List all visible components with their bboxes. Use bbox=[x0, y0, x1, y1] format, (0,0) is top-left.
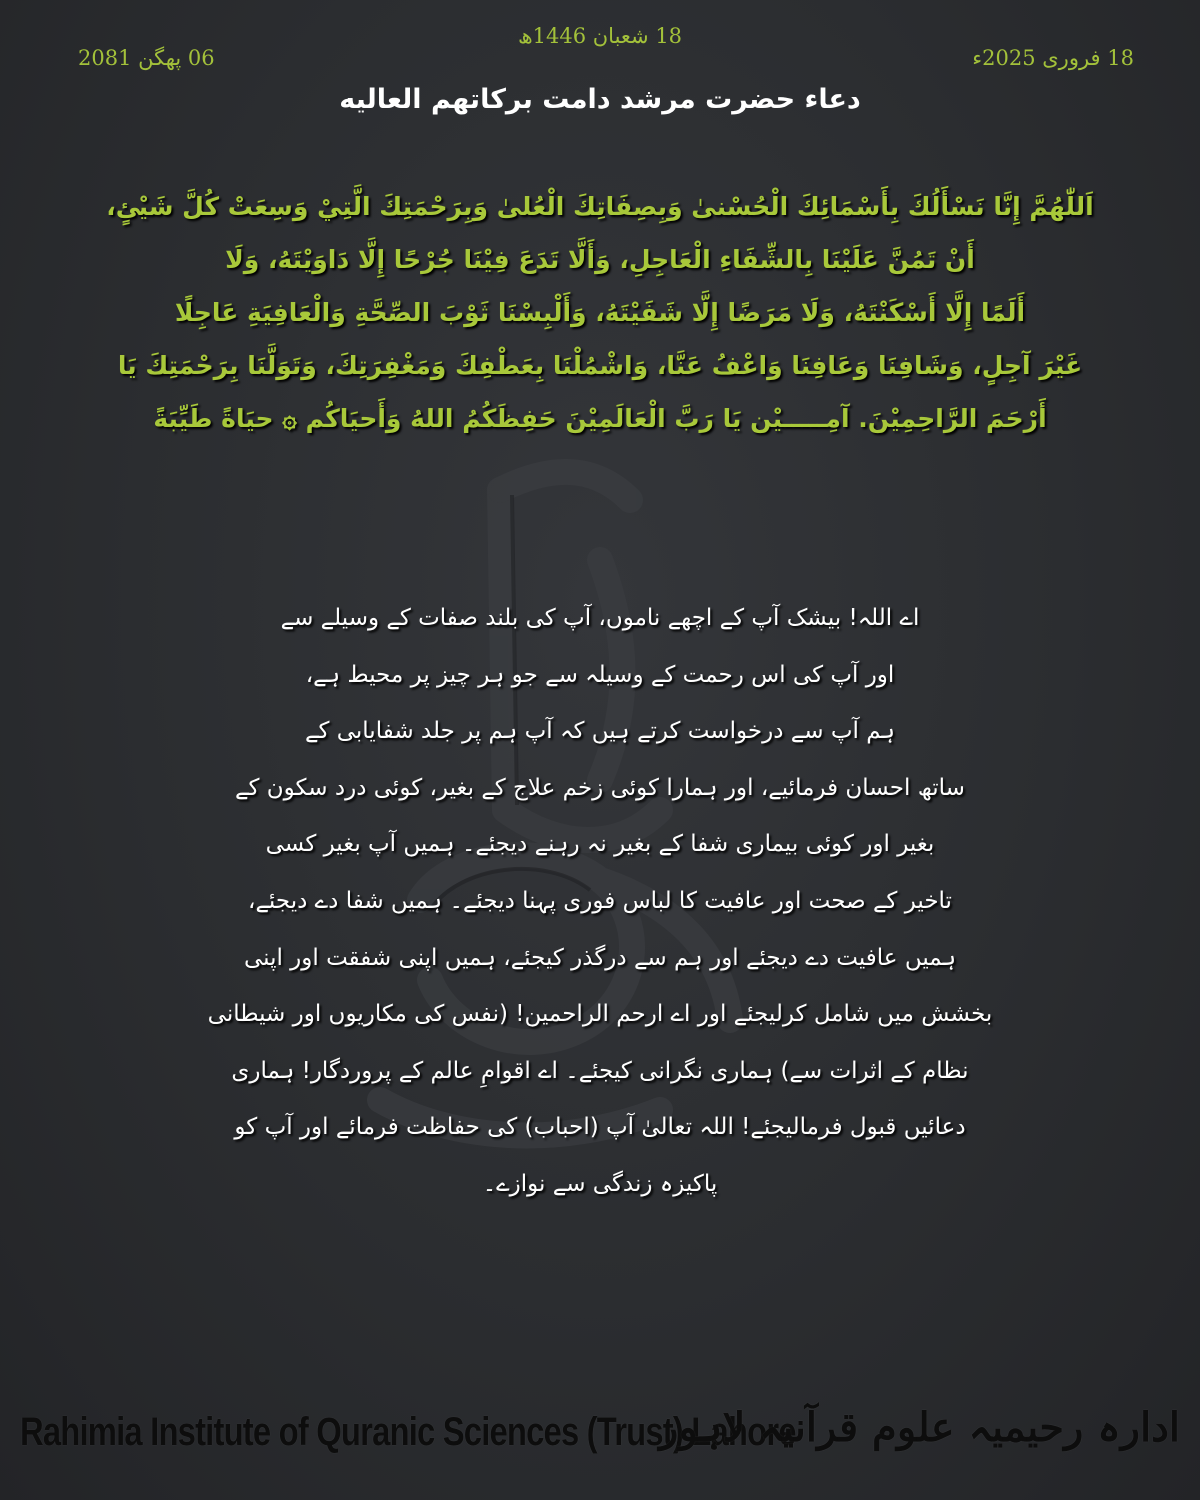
urdu-translation-block bbox=[170, 590, 1030, 1213]
urdu-translation-line: ہم آپ سے درخواست کرتے ہیں کہ آپ ہم پر جلد شفایابی کے bbox=[304, 718, 895, 745]
urdu-translation-line: ساتھ احسان فرمائیے، اور ہمارا کوئی زخم علاج کے بغیر، کوئی درد سکون کے bbox=[235, 774, 965, 801]
arabic-dua-block bbox=[100, 180, 1100, 445]
urdu-translation-line: بغیر اور کوئی بیماری شفا کے بغیر نہ رہنے دیجئے۔ ہمیں آپ بغیر کسی bbox=[265, 831, 935, 858]
urdu-translation-line: نظام کے اثرات سے) ہماری نگرانی کیجئے۔ اے اقوامِ عالم کے پروردگار! ہماری bbox=[231, 1057, 969, 1084]
date-gregorian: 18 فروری 2025ء bbox=[972, 46, 1134, 70]
urdu-translation-line: اے اللہ! بیشک آپ کے اچھے ناموں، آپ کی بلند صفات کے وسیلے سے bbox=[280, 605, 920, 631]
arabic-dua-line: أَنْ تَمُنَّ عَلَيْنَا بِالشِّفَاءِ الْعَاجِلِ، وَأَلَّا تَدَعَ فِيْنَا جُرْحًا إِلَّا دَاوَيْتَهُ، وَلَا bbox=[225, 245, 975, 274]
date-bikrami: 06 پھگن 2081 bbox=[78, 46, 215, 70]
footer bbox=[20, 1404, 1180, 1476]
arabic-dua-line: أَلَمًا إِلَّا أَسْكَنْتَهُ، وَلَا مَرَضًا إِلَّا شَفَيْتَهُ، وَأَلْبِسْنَا ثَوْبَ الصِّحَّةِ وَالْعَافِيَةِ عَاجِلًا bbox=[174, 298, 1026, 327]
urdu-translation-line: تاخیر کے صحت اور عافیت کا لباس فوری پہنا دیجئے۔ ہمیں شفا دے دیجئے، bbox=[248, 887, 952, 914]
urdu-translation-line: اور آپ کی اس رحمت کے وسیلہ سے جو ہر چیز پر محیط ہے، bbox=[305, 661, 895, 688]
urdu-translation-line: پاکیزہ زندگی سے نوازے۔ bbox=[482, 1170, 718, 1197]
arabic-dua-line: اَللّٰهُمَّ إِنَّا نَسْأَلُكَ بِأَسْمَائِكَ الْحُسْنىٰ وَبِصِفَاتِكَ الْعُلىٰ وَبِرَحْمَتِكَ الَّتِيْ وَسِعَتْ كُلَّ شَيْئٍ، bbox=[106, 192, 1094, 221]
arabic-dua-line: غَيْرَ آجِلٍ، وَشَافِنَا وَعَافِنَا وَاعْفُ عَنَّا، وَاشْمُلْنَا بِعَطْفِكَ وَمَغْفِرَتِكَ، وَتَوَلَّنَا بِرَحْمَتِكَ يَا bbox=[117, 351, 1083, 380]
urdu-translation-line: ہمیں عافیت دے دیجئے اور ہم سے درگذر کیجئے، ہمیں اپنی شفقت اور اپنی bbox=[243, 944, 957, 971]
arabic-dua-line: أَرْحَمَ الرَّاحِمِيْنَ. آمِـــــيْن يَا رَبَّ الْعَالَمِيْنَ حَفِظَكُمُ اللهُ وَأَحيَاكُم ۞ حيَاةً طَيِّبَةً bbox=[153, 404, 1047, 433]
institute-logo-urdu: ادارہ رحیمیہ علوم قرآنیہ لاہور bbox=[659, 1404, 1180, 1451]
institute-name-english: Rahimia Institute of Quranic Sciences (Trust) Lahore bbox=[20, 1410, 796, 1454]
urdu-translation-line: بخشش میں شامل کرلیجئے اور اے ارحم الراحمین! (نفس کی مکاریوں اور شیطانی bbox=[207, 1001, 993, 1028]
urdu-translation-line: دعائیں قبول فرمالیجئے! اللہ تعالیٰ آپ (احباب) کی حفاظت فرمائے اور آپ کو bbox=[234, 1114, 966, 1141]
date-hijri: 18 شعبان 1446ھ bbox=[517, 24, 683, 48]
page-title: دعاء حضرت مرشد دامت برکاتهم العالیه bbox=[339, 84, 861, 115]
